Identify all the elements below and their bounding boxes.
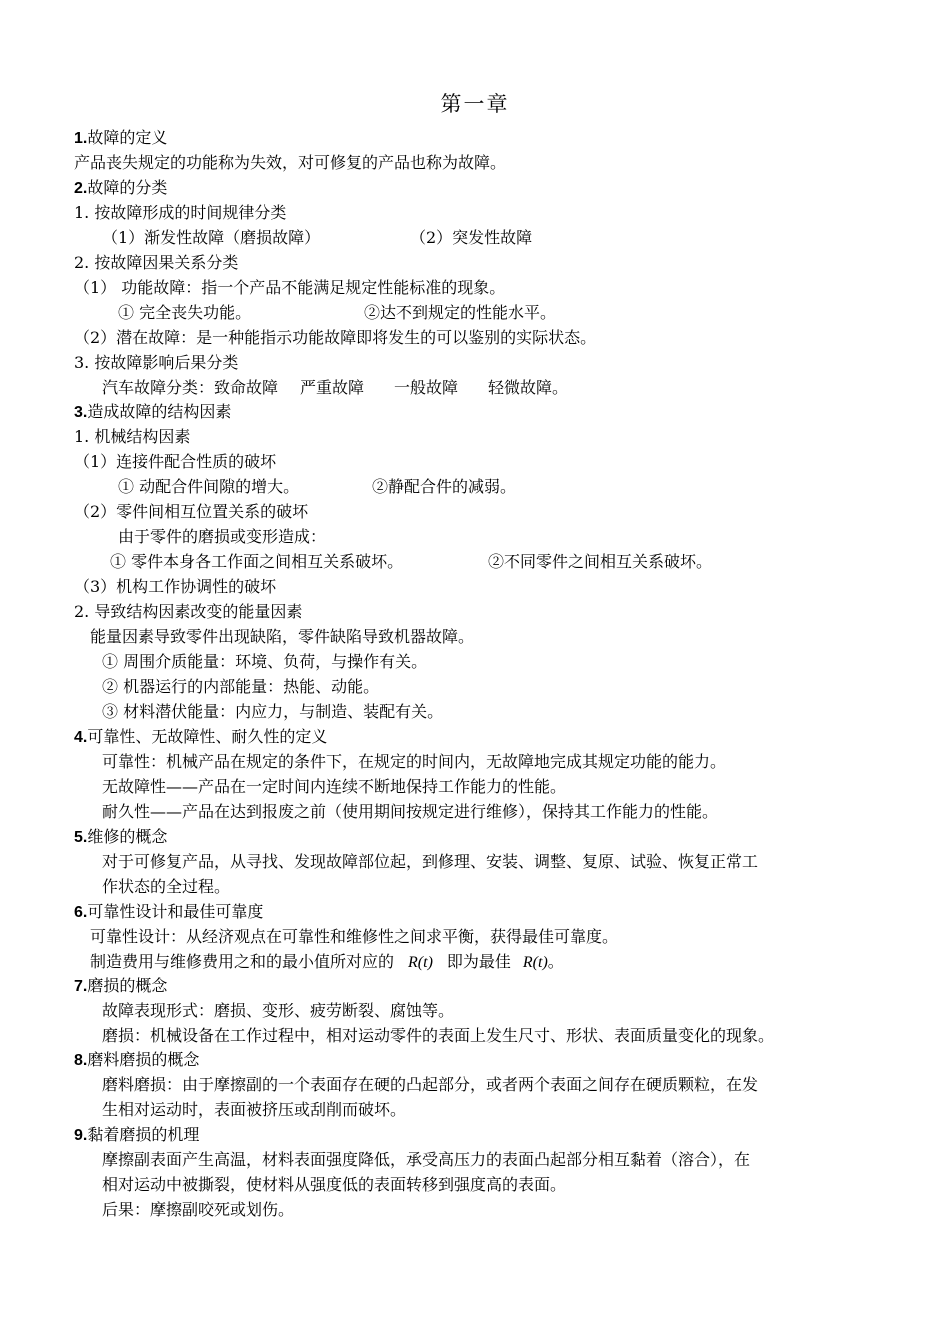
text: 一般故障 <box>394 378 459 397</box>
paragraph: 可靠性设计：从经济观点在可靠性和维修性之间求平衡，获得最佳可靠度。 <box>90 927 619 946</box>
section-title: 故障的定义 <box>87 128 168 147</box>
list-item: （1）渐发性故障（磨损故障） <box>102 228 321 247</box>
text: 制造费用与维修费用之和的最小值所对应的 <box>90 952 395 971</box>
paragraph: 由于零件的磨损或变形造成： <box>118 527 327 546</box>
list-item: ②不同零件之间相互关系破坏。 <box>488 552 713 571</box>
section-3-heading <box>74 402 231 423</box>
list-item: （2）突发性故障 <box>410 228 533 247</box>
list-item: （2）潜在故障：是一种能指示功能故障即将发生的可以鉴别的实际状态。 <box>74 328 597 347</box>
section-title: 造成故障的结构因素 <box>87 402 232 421</box>
paragraph: 磨料磨损：由于摩擦副的一个表面存在硬的凸起部分，或者两个表面之间存在硬质颗粒，在发 <box>102 1075 759 1094</box>
formula: R(t) <box>408 954 433 971</box>
list-item: ② 机器运行的内部能量：热能、动能。 <box>102 677 380 696</box>
text: 严重故障 <box>300 378 365 397</box>
text: 轻微故障。 <box>488 378 569 397</box>
list-item: （1） 功能故障：指一个产品不能满足规定性能标准的现象。 <box>74 278 506 297</box>
paragraph: 生相对运动时，表面被挤压或刮削而破坏。 <box>102 1100 407 1119</box>
section-number: 8. <box>74 1052 88 1069</box>
paragraph: 耐久性——产品在达到报废之前（使用期间按规定进行维修），保持其工作能力的性能。 <box>102 802 719 821</box>
text: 即为最佳 <box>446 952 511 971</box>
subsection-heading: 2. 按故障因果关系分类 <box>74 253 239 272</box>
section-2-heading <box>74 178 167 199</box>
section-number: 7. <box>74 978 88 995</box>
section-title: 维修的概念 <box>87 827 168 846</box>
list-item: ① 动配合件间隙的增大。 <box>118 477 300 496</box>
list-item: ① 完全丧失功能。 <box>118 303 252 322</box>
paragraph: 产品丧失规定的功能称为失效，对可修复的产品也称为故障。 <box>74 153 507 172</box>
section-5-heading <box>74 827 167 848</box>
section-number: 1. <box>74 130 88 147</box>
paragraph: 后果：摩擦副咬死或划伤。 <box>102 1200 295 1219</box>
section-number: 4. <box>74 729 88 746</box>
section-9-heading <box>74 1125 199 1146</box>
list-item: （2）零件间相互位置关系的破坏 <box>74 502 309 521</box>
section-title: 黏着磨损的机理 <box>87 1125 200 1144</box>
section-title: 可靠性、无故障性、耐久性的定义 <box>87 727 328 746</box>
section-title: 磨损的概念 <box>87 976 168 995</box>
page-title: 第一章 <box>440 92 510 116</box>
paragraph: 能量因素导致零件出现缺陷，零件缺陷导致机器故障。 <box>90 627 475 646</box>
list-item: ②达不到规定的性能水平。 <box>364 303 557 322</box>
list-item: ① 零件本身各工作面之间相互关系破坏。 <box>110 552 404 571</box>
section-4-heading <box>74 727 327 748</box>
section-8-heading <box>74 1050 199 1071</box>
section-number: 3. <box>74 404 88 421</box>
paragraph: 无故障性——产品在一定时间内连续不断地保持工作能力的性能。 <box>102 777 567 796</box>
paragraph: 相对运动中被撕裂，使材料从强度低的表面转移到强度高的表面。 <box>102 1175 567 1194</box>
subsection-heading: 1. 按故障形成的时间规律分类 <box>74 203 287 222</box>
section-number: 9. <box>74 1127 88 1144</box>
section-number: 5. <box>74 829 88 846</box>
list-item: ③ 材料潜伏能量：内应力，与制造、装配有关。 <box>102 702 444 721</box>
subsection-heading: 1. 机械结构因素 <box>74 427 191 446</box>
list-item: （3）机构工作协调性的破坏 <box>74 577 277 596</box>
list-item <box>102 378 568 398</box>
list-item: ②静配合件的减弱。 <box>372 477 517 496</box>
subsection-heading: 2. 导致结构因素改变的能量因素 <box>74 602 303 621</box>
subsection-heading: 3. 按故障影响后果分类 <box>74 353 239 372</box>
section-1-heading <box>74 128 167 149</box>
section-title: 故障的分类 <box>87 178 168 197</box>
section-title: 可靠性设计和最佳可靠度 <box>87 902 264 921</box>
paragraph: 摩擦副表面产生高温，材料表面强度降低，承受高压力的表面凸起部分相互黏着（溶合），在 <box>102 1150 751 1169</box>
section-number: 2. <box>74 180 88 197</box>
paragraph: 故障表现形式：磨损、变形、疲劳断裂、腐蚀等。 <box>102 1001 455 1020</box>
list-item: ① 周围介质能量：环境、负荷，与操作有关。 <box>102 652 428 671</box>
paragraph: 磨损：机械设备在工作过程中，相对运动零件的表面上发生尺寸、形状、表面质量变化的现象。 <box>102 1026 775 1045</box>
text: 汽车故障分类：致命故障 <box>102 378 279 397</box>
section-7-heading <box>74 976 167 997</box>
section-number: 6. <box>74 904 88 921</box>
paragraph: 对于可修复产品，从寻找、发现故障部位起，到修理、安装、调整、复原、试验、恢复正常工 <box>102 852 759 871</box>
section-6-heading <box>74 902 263 923</box>
formula: R(t) <box>522 954 548 971</box>
paragraph: 可靠性：机械产品在规定的条件下，在规定的时间内，无故障地完成其规定功能的能力。 <box>102 752 727 771</box>
text: 。 <box>547 952 564 971</box>
section-title: 磨料磨损的概念 <box>87 1050 200 1069</box>
list-item: （1）连接件配合性质的破坏 <box>74 452 277 471</box>
paragraph <box>90 952 564 973</box>
paragraph: 作状态的全过程。 <box>102 877 231 896</box>
